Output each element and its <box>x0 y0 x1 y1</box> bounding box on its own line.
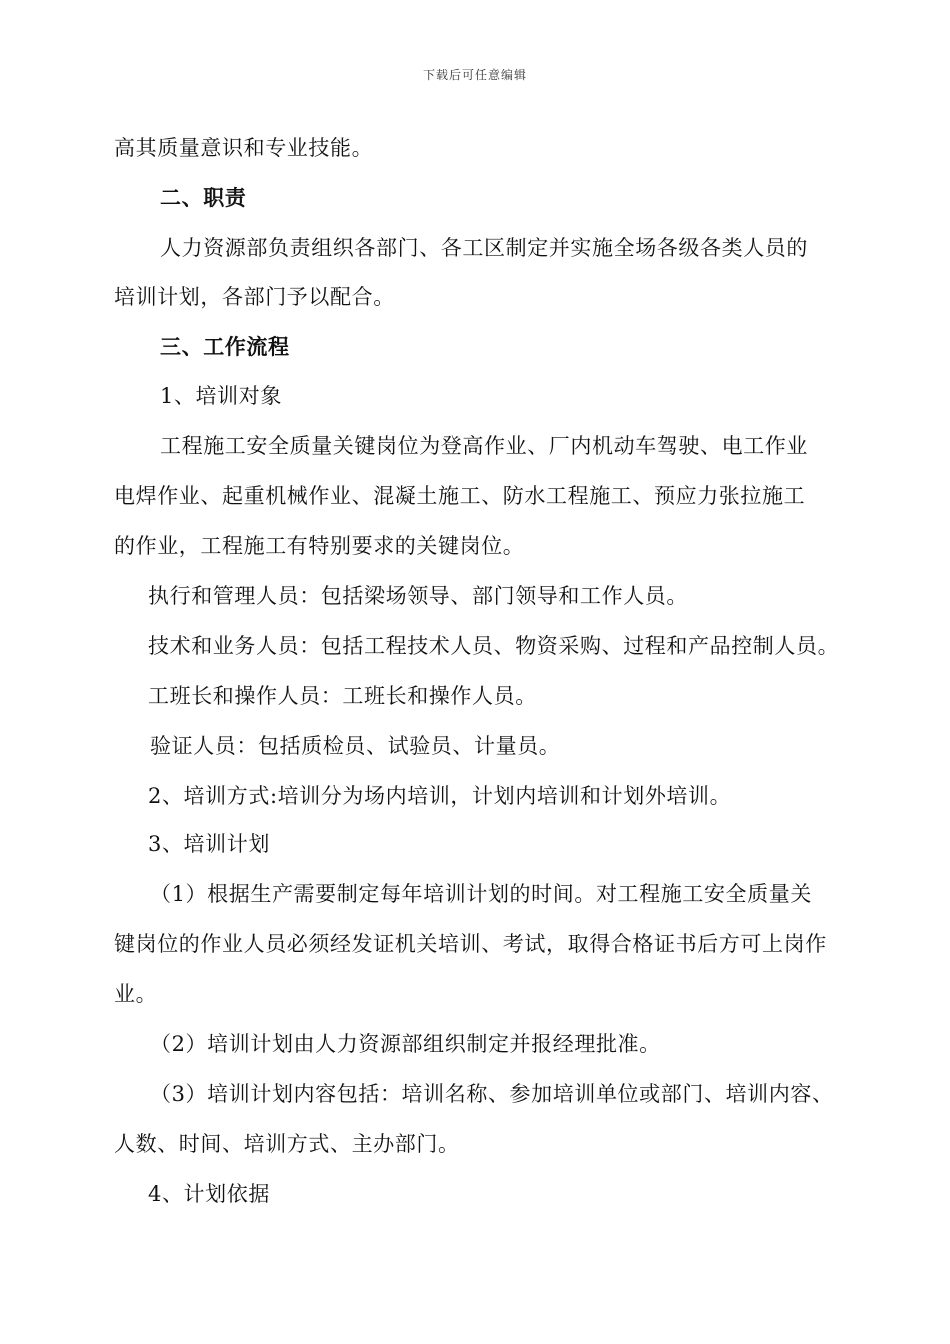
list-item: 执行和管理人员：包括梁场领导、部门领导和工作人员。 <box>148 584 688 608</box>
paragraph-line: 电焊作业、起重机械作业、混凝土施工、防水工程施工、预应力张拉施工 <box>114 484 806 508</box>
paragraph-line: 培训计划，各部门予以配合。 <box>114 285 395 309</box>
subheading-plan-basis: 4、计划依据 <box>148 1182 270 1206</box>
paragraph-line: （3）培训计划内容包括：培训名称、参加培训单位或部门、培训内容、 <box>150 1082 834 1106</box>
section-heading-duties: 二、职责 <box>160 185 247 210</box>
paragraph-line: 的作业，工程施工有特别要求的关键岗位。 <box>114 534 525 558</box>
subheading-training-method: 2、培训方式:培训分为场内培训，计划内培训和计划外培训。 <box>148 784 732 808</box>
paragraph-line: 高其质量意识和专业技能。 <box>114 136 374 160</box>
section-heading-workflow: 三、工作流程 <box>160 334 290 359</box>
list-item: 技术和业务人员：包括工程技术人员、物资采购、过程和产品控制人员。 <box>148 634 840 658</box>
paragraph-line: 工程施工安全质量关键岗位为登高作业、厂内机动车驾驶、电工作业 <box>160 434 808 458</box>
paragraph-line: 业。 <box>114 982 158 1006</box>
paragraph-line: 人数、时间、培训方式、主办部门。 <box>114 1132 460 1156</box>
paragraph-line: （2）培训计划由人力资源部组织制定并报经理批准。 <box>150 1032 661 1056</box>
paragraph-line: （1）根据生产需要制定每年培训计划的时间。对工程施工安全质量关 <box>150 882 812 906</box>
list-item: 验证人员：包括质检员、试验员、计量员。 <box>150 734 561 758</box>
paragraph-line: 键岗位的作业人员必须经发证机关培训、考试，取得合格证书后方可上岗作 <box>114 932 827 956</box>
paragraph-line: 人力资源部负责组织各部门、各工区制定并实施全场各级各类人员的 <box>160 236 808 260</box>
list-item: 工班长和操作人员：工班长和操作人员。 <box>148 684 537 708</box>
subheading-training-targets: 1、培训对象 <box>160 384 282 408</box>
subheading-training-plan: 3、培训计划 <box>148 832 270 856</box>
page-header: 下载后可任意编辑 <box>422 68 527 82</box>
